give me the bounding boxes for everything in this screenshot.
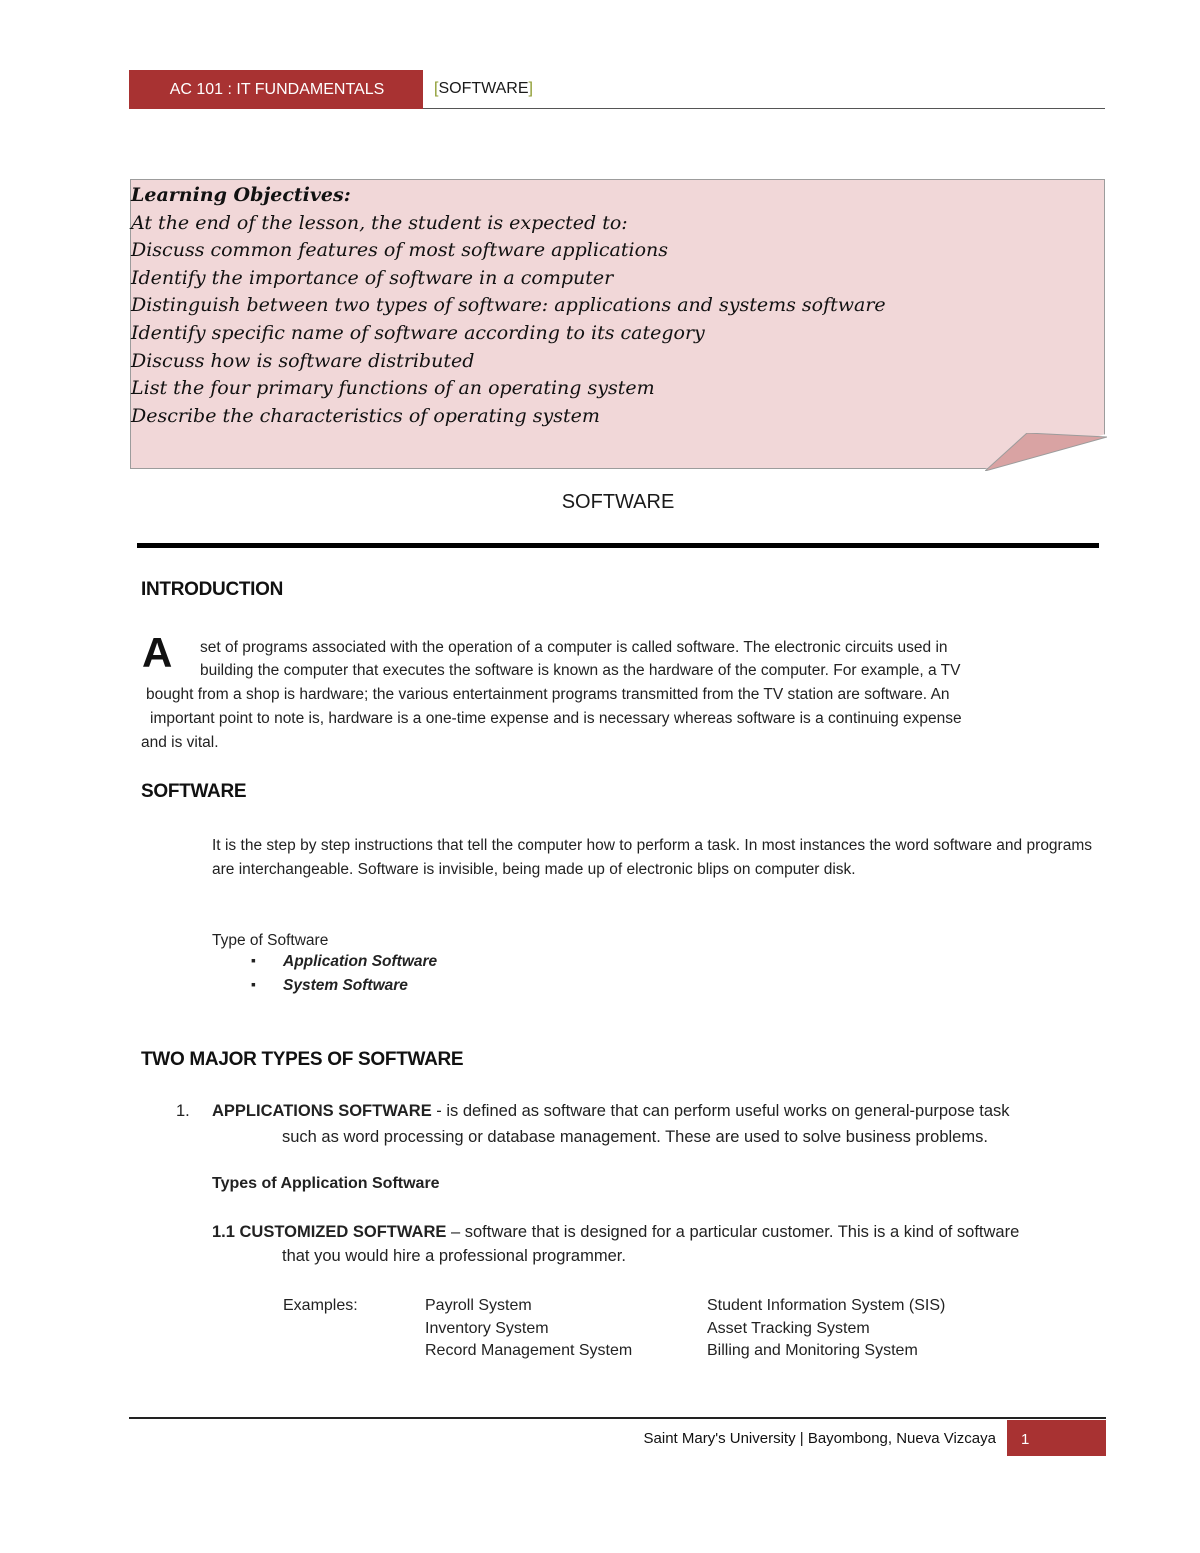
applications-software-text: - is defined as software that can perform useful works on general-purpose task <box>431 1102 1010 1120</box>
header-topic: SOFTWARE <box>438 80 529 97</box>
examples-label: Examples: <box>283 1297 358 1314</box>
two-major-heading: TWO MAJOR TYPES OF SOFTWARE <box>141 1049 464 1070</box>
header-course-box <box>129 70 423 109</box>
software-types-list <box>212 953 437 1001</box>
examples-row <box>283 1297 945 1320</box>
example-item: Student Information System (SIS) <box>707 1297 946 1314</box>
header-bracket-open: [ <box>434 80 439 97</box>
intro-line-4: important point to note is, hardware is a one-time expense and is necessary whereas software is a continuing expense <box>150 710 962 727</box>
list-item: ▪ Application Software <box>212 953 437 977</box>
title-rule <box>137 543 1099 548</box>
software-heading: SOFTWARE <box>141 781 247 802</box>
header-bracket-close: ] <box>528 80 533 97</box>
types-of-application-heading: Types of Application Software <box>212 1175 440 1192</box>
page-number: 1 <box>1021 1431 1030 1448</box>
intro-line-5: and is vital. <box>141 734 219 751</box>
software-definition: It is the step by step instructions that tell the computer how to perform a task. In most instances the word software and programs are interchangeable. Software is invisible, being made up of electronic blips on computer disk. <box>212 837 1092 878</box>
customized-software-title: 1.1 CUSTOMIZED SOFTWARE <box>212 1223 447 1241</box>
drop-cap: A <box>142 629 173 676</box>
page-curl-decoration <box>985 433 1107 471</box>
objective-item: Discuss how is software distributed <box>131 349 475 372</box>
page-number-box <box>1007 1420 1106 1456</box>
examples-table <box>283 1297 945 1365</box>
introduction-heading: INTRODUCTION <box>141 579 284 600</box>
software-types-label: Type of Software <box>212 932 329 949</box>
objectives-title: Learning Objectives: <box>131 184 351 206</box>
objectives-list <box>131 182 1091 430</box>
objective-item: Discuss common features of most software applications <box>131 239 669 262</box>
example-item: Inventory System <box>425 1319 549 1337</box>
list-item: ▪ System Software <box>212 977 437 1001</box>
customized-software-text: – software that is designed for a particular customer. This is a kind of software <box>446 1223 1020 1241</box>
example-item: Record Management System <box>425 1342 633 1360</box>
applications-software-text-cont: such as word processing or database management. These are used to solve business problems. <box>282 1128 988 1146</box>
header-topic-tag <box>434 80 533 98</box>
applications-software-line <box>212 1102 1010 1121</box>
examples-row <box>283 1320 945 1343</box>
applications-software-item <box>176 1102 1010 1121</box>
header-divider <box>423 108 1105 109</box>
intro-line-3: bought from a shop is hardware; the various entertainment programs transmitted from the TV station are software. An <box>146 686 950 703</box>
objective-item: Distinguish between two types of software: applications and systems software <box>131 294 886 317</box>
example-item: Asset Tracking System <box>707 1319 870 1337</box>
objective-item: Describe the characteristics of operating system <box>131 404 600 427</box>
customized-software-line <box>212 1223 1019 1242</box>
examples-row <box>283 1342 945 1365</box>
objective-item: Identify the importance of software in a computer <box>131 266 614 289</box>
intro-line-1: set of programs associated with the operation of a computer is called software. The electronic circuits used in <box>200 639 948 656</box>
customized-software-text-cont: that you would hire a professional programmer. <box>282 1247 626 1265</box>
objective-item: Identify specific name of software according to its category <box>131 321 705 344</box>
applications-software-title: APPLICATIONS SOFTWARE <box>212 1102 432 1120</box>
item-number: 1. <box>176 1102 190 1120</box>
header-course-title: AC 101 : IT FUNDAMENTALS <box>169 80 385 98</box>
example-item: Billing and Monitoring System <box>707 1342 918 1360</box>
footer-divider <box>129 1417 1106 1419</box>
objective-item: List the four primary functions of an operating system <box>131 377 655 400</box>
footer-university: Saint Mary's University | Bayombong, Nueva Vizcaya <box>643 1430 996 1447</box>
intro-line-2: building the computer that executes the software is known as the hardware of the computer. For example, a TV <box>200 662 961 679</box>
objective-item: At the end of the lesson, the student is expected to: <box>131 211 628 234</box>
page-title: SOFTWARE <box>561 491 675 513</box>
example-item: Payroll System <box>425 1297 532 1314</box>
